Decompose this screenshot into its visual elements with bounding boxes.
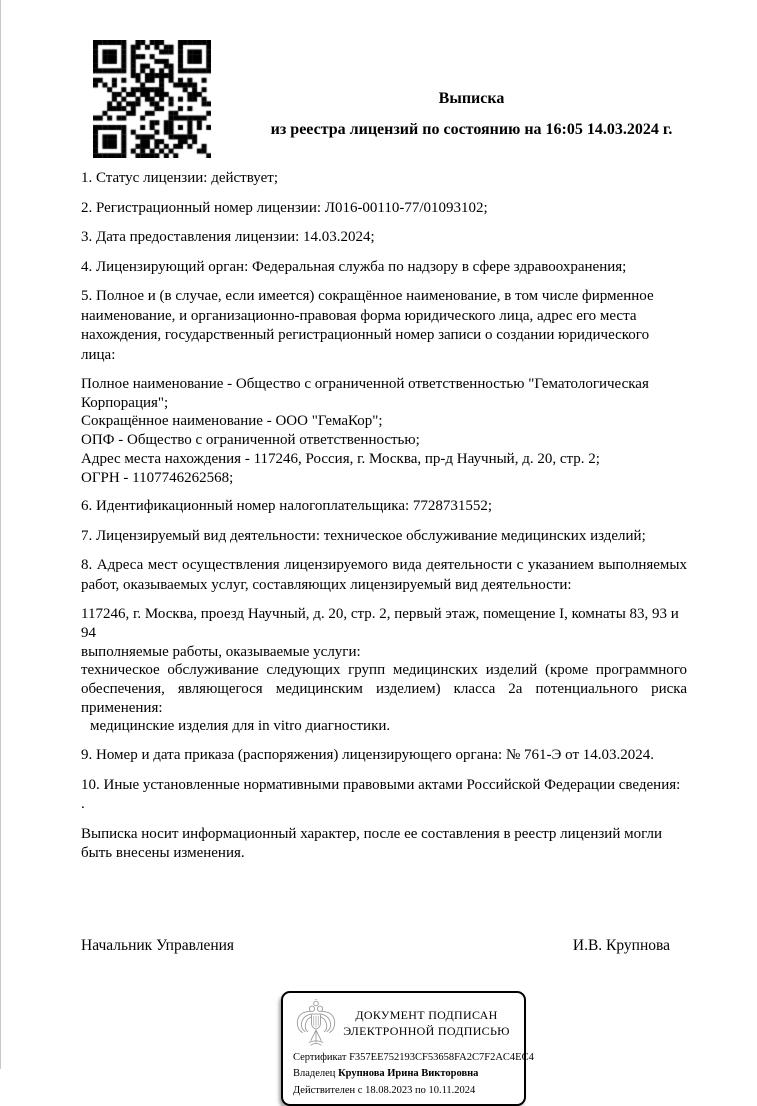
digital-signature-stamp xyxy=(281,991,534,1106)
certificate-label: Сертификат xyxy=(293,1051,347,1063)
item-10-other-info: 10. Иные установленные нормативными правовыми актами Российской Федерации сведения: . xyxy=(81,776,681,813)
ogrn-line: ОГРН - 1107746262568; xyxy=(81,469,234,486)
stamp-title-line2: ЭЛЕКТРОННОЙ ПОДПИСЬЮ xyxy=(343,1023,510,1038)
item-5-legal-entity-details xyxy=(81,375,687,487)
signatory-position: Начальник Управления xyxy=(81,936,235,954)
owner-label: Владелец xyxy=(293,1068,336,1080)
activity-address-line: 117246, г. Москва, проезд Научный, д. 20, стр. 2, первый этаж, помещение I, комнаты 83, 93 и 94 xyxy=(81,606,679,641)
full-name-line: Полное наименование - Общество с ограниченной ответственностью "Гематологическая Корпорация"; xyxy=(81,376,649,411)
informational-note: Выписка носит информационный характер, после ее составления в реестр лицензий могли быть внесены изменения. xyxy=(81,825,662,862)
item-9-order-number: 9. Номер и дата приказа (распоряжения) лицензирующего органа: № 761-Э от 14.03.2024. xyxy=(81,747,655,764)
document-header xyxy=(1,0,757,158)
item-1-license-status: 1. Статус лицензии: действует; xyxy=(81,170,278,186)
document-title: Выписка xyxy=(438,90,505,107)
validity-line: Действителен с 18.08.2023 по 10.11.2024 xyxy=(293,1084,476,1096)
document-title-block xyxy=(211,90,732,158)
certificate-line xyxy=(293,1050,534,1067)
signature-row xyxy=(1,936,757,955)
item-3-grant-date: 3. Дата предоставления лицензии: 14.03.2024; xyxy=(81,229,375,245)
stamp-title xyxy=(339,1007,514,1039)
item-4-licensing-authority: 4. Лицензирующий орган: Федеральная служба по надзору в сфере здравоохранения; xyxy=(81,258,627,275)
in-vitro-line: медицинские изделия для in vitro диагностики. xyxy=(90,718,391,735)
document-subtitle: из реестра лицензий по состоянию на 16:05 14.03.2024 г. xyxy=(270,121,673,138)
certificate-value: F357EE752193CF53658FA2C7F2AC4EC4 xyxy=(349,1051,534,1063)
address-line: Адрес места нахождения - 117246, Россия, г. Москва, пр-д Научный, д. 20, стр. 2; xyxy=(81,450,600,467)
roszdravnadzor-eagle-icon xyxy=(293,999,339,1047)
legal-form-line: ОПФ - Общество с ограниченной ответственностью; xyxy=(81,432,420,449)
works-description-line: техническое обслуживание следующих групп медицинских изделий (кроме программного обеспечения, являющегося медицинским изделием) класса 2а потенциального риска применения: xyxy=(81,662,687,716)
qr-code xyxy=(93,40,211,158)
item-2-registration-number: 2. Регистрационный номер лицензии: Л016-00110-77/01093102; xyxy=(81,199,488,216)
document-body xyxy=(1,158,757,864)
owner-name: Крупнова Ирина Викторовна xyxy=(338,1068,479,1080)
stamp-header xyxy=(293,998,514,1048)
works-services-label: выполняемые работы, оказываемые услуги: xyxy=(81,643,361,660)
item-8-activity-addresses-heading: 8. Адреса мест осуществления лицензируемого вида деятельности с указанием выполняемых работ, оказываемых услуг, составляющих лицензируемый вид деятельности: xyxy=(81,557,687,593)
qr-code-icon xyxy=(93,40,211,158)
item-6-inn: 6. Идентификационный номер налогоплательщика: 7728731552; xyxy=(81,498,493,515)
short-name-line: Сокращённое наименование - ООО "ГемаКор"; xyxy=(81,413,383,430)
stamp-title-line1: ДОКУМЕНТ ПОДПИСАН xyxy=(355,1007,498,1022)
signatory-name: И.В. Крупнова xyxy=(572,936,670,954)
item-8-activity-details xyxy=(81,605,687,736)
item-7-licensed-activity: 7. Лицензируемый вид деятельности: техническое обслуживание медицинских изделий; xyxy=(81,527,646,544)
item-5-legal-entity-heading: 5. Полное и (в случае, если имеется) сокращённое наименование, в том числе фирменное наименование, и организационно-правовая форма юридического лица, адрес его места нахождения, государственный регистрационный номер записи о создании юридического лица: xyxy=(81,288,654,363)
